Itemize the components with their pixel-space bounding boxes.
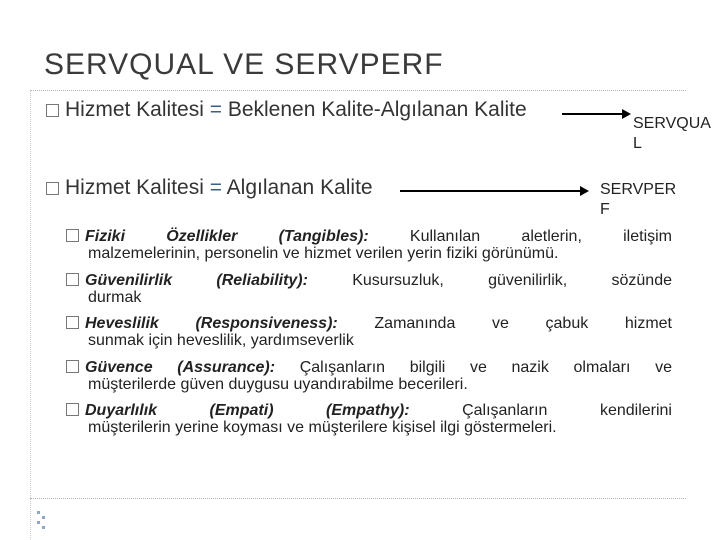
slide-title: SERVQUAL VE SERVPERF: [44, 48, 444, 81]
servperf-label-part2: F: [600, 201, 610, 218]
dimension-term: Fiziki Özellikler (Tangibles):: [85, 228, 369, 245]
dimension-text: Çalışanların bilgili ve nazik olmaları ve: [299, 359, 672, 376]
dimension-text-cont: durmak: [88, 289, 142, 306]
dimension-term: Duyarlılık (Empati) (Empathy):: [85, 402, 410, 419]
formula-servperf: [46, 176, 373, 200]
arrow-right-icon: [560, 106, 632, 122]
bullet-box-icon: [46, 104, 59, 117]
servperf-label-part1: SERVPER: [600, 181, 677, 198]
formula-label: Hizmet Kalitesi: [65, 98, 204, 121]
servqual-label-part2: L: [633, 135, 642, 152]
formula-equals: =: [209, 98, 222, 121]
dimension-item: [66, 359, 672, 393]
formula-equals: =: [209, 176, 222, 199]
dimension-text: Zamanında ve çabuk hizmet: [374, 315, 672, 332]
dimension-text: Kusursuzluk, güvenilirlik, sözünde: [352, 272, 672, 289]
formula-label: Hizmet Kalitesi: [65, 176, 204, 199]
bullet-box-icon: [66, 360, 79, 373]
bullet-box-icon: [66, 316, 79, 329]
bullet-box-icon: [66, 273, 79, 286]
dimension-item: [66, 315, 672, 349]
dimension-text-cont: müşterilerde güven duygusu uyandırabilme becerileri.: [88, 376, 468, 393]
formula-expression: Beklenen Kalite-Algılanan Kalite: [227, 98, 527, 121]
dimension-text: Çalışanların kendilerini: [462, 402, 672, 419]
title-divider: [30, 90, 686, 92]
dimension-item: [66, 402, 672, 436]
dimension-item: [66, 228, 672, 262]
formula-expression: Algılanan Kalite: [226, 176, 373, 199]
dimension-term: Heveslilik (Responsiveness):: [85, 315, 338, 332]
servperf-label: [600, 180, 676, 220]
decorative-dots-icon: [36, 510, 48, 532]
dimension-term: Güvence (Assurance):: [85, 359, 276, 376]
dimension-term: Güvenilirlik (Reliability):: [85, 272, 308, 289]
dimension-text-cont: malzemelerinin, personelin ve hizmet verilen yerin fiziki görünümü.: [88, 245, 559, 262]
left-guide-line: [30, 90, 32, 540]
footer-divider: [30, 498, 686, 500]
dimension-item: [66, 272, 672, 306]
dimension-text: Kullanılan aletlerin, iletişim: [409, 228, 673, 245]
formula-servqual: [46, 98, 527, 122]
bullet-box-icon: [66, 403, 79, 416]
bullet-box-icon: [66, 229, 79, 242]
arrow-right-icon: [398, 183, 590, 199]
bullet-box-icon: [46, 182, 59, 195]
servqual-label-part1: SERVQUA: [633, 115, 711, 132]
dimension-text-cont: sunmak için heveslilik, yardımseverlik: [88, 332, 354, 349]
servqual-label: [633, 114, 711, 154]
dimension-text-cont: müşterilerin yerine koyması ve müşterilere kişisel ilgi göstermeleri.: [88, 419, 557, 436]
